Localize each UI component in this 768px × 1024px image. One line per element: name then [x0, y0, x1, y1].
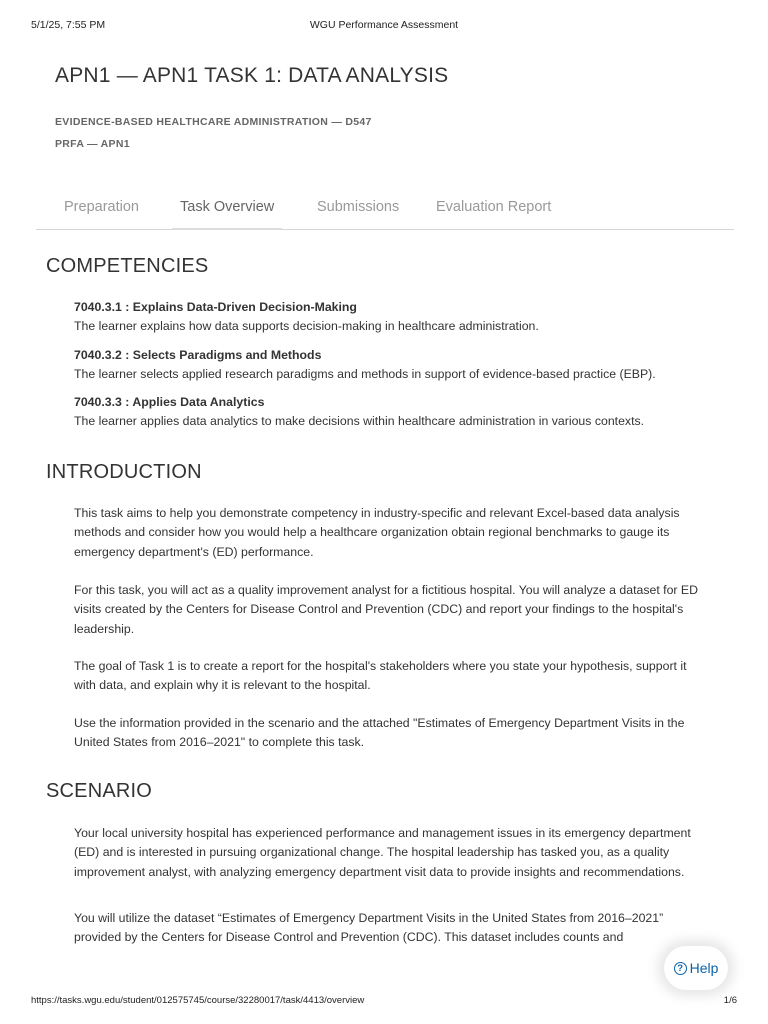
competency-title: 7040.3.2 : Selects Paradigms and Methods	[74, 348, 322, 362]
competency-item	[74, 393, 714, 431]
help-button-label: Help	[689, 960, 719, 976]
tab-submissions[interactable]: Submissions	[317, 199, 400, 215]
tab-preparation[interactable]: Preparation	[64, 199, 139, 215]
print-page-url: https://tasks.wgu.edu/student/012575745/course/32280017/task/4413/overview	[31, 995, 365, 1006]
task-tabs	[36, 186, 734, 230]
scenario-heading: SCENARIO	[46, 780, 153, 802]
competency-item	[74, 298, 714, 336]
competency-description: The learner explains how data supports decision-making in healthcare administration.	[74, 319, 539, 333]
introduction-paragraph: This task aims to help you demonstrate competency in industry-specific and relevant Excel-based data analysis methods and consider how you would help a healthcare organization obtain regional benchmarks to gauge its emergency department's (ED) performance.	[74, 506, 680, 559]
competency-description: The learner selects applied research paradigms and methods in support of evidence-based practice (EBP).	[74, 367, 656, 381]
introduction-heading: INTRODUCTION	[46, 461, 202, 483]
page-title: APN1 — APN1 TASK 1: DATA ANALYSIS	[55, 64, 449, 87]
competencies-heading: COMPETENCIES	[46, 255, 209, 277]
print-page-number: 1/6	[723, 995, 737, 1006]
scenario-paragraph: Your local university hospital has experienced performance and management issues in its emergency department (ED) and is interested in pursuing organizational change. The hospital leadership has tasked you, as a quality improvement analyst, with analyzing emergency department visit data to provide insights and recommendations.	[74, 826, 691, 879]
tab-task-overview[interactable]: Task Overview	[172, 186, 282, 230]
competency-title: 7040.3.3 : Applies Data Analytics	[74, 395, 265, 409]
introduction-paragraph: Use the information provided in the scenario and the attached "Estimates of Emergency Department Visits in the United States from 2016–2021" to complete this task.	[74, 716, 685, 750]
scenario-paragraph: You will utilize the dataset “Estimates of Emergency Department Visits in the United States from 2016–2021” provided by the Centers for Disease Control and Prevention (CDC). This dataset includes counts and	[74, 911, 664, 945]
competency-item	[74, 346, 714, 384]
print-datetime: 5/1/25, 7:55 PM	[31, 19, 106, 31]
print-footer	[31, 995, 737, 1009]
competency-description: The learner applies data analytics to make decisions within healthcare administration in various contexts.	[74, 414, 645, 428]
help-button[interactable]	[664, 946, 728, 990]
print-header	[31, 19, 737, 33]
introduction-paragraph: The goal of Task 1 is to create a report for the hospital's stakeholders where you state your hypothesis, support it with data, and explain why it is relevant to the hospital.	[74, 659, 687, 693]
course-code: PRFA — APN1	[55, 138, 130, 150]
tab-evaluation-report[interactable]: Evaluation Report	[436, 199, 552, 215]
print-document-title: WGU Performance Assessment	[309, 19, 459, 31]
competency-title: 7040.3.1 : Explains Data-Driven Decision-Making	[74, 300, 357, 314]
question-circle-icon: ?	[674, 962, 687, 975]
introduction-paragraph: For this task, you will act as a quality improvement analyst for a fictitious hospital. You will analyze a dataset for ED visits created by the Centers for Disease Control and Prevention (CDC) and report your findings to the hospital's leadership.	[74, 583, 699, 636]
course-name: EVIDENCE-BASED HEALTHCARE ADMINISTRATION — D547	[55, 116, 372, 128]
